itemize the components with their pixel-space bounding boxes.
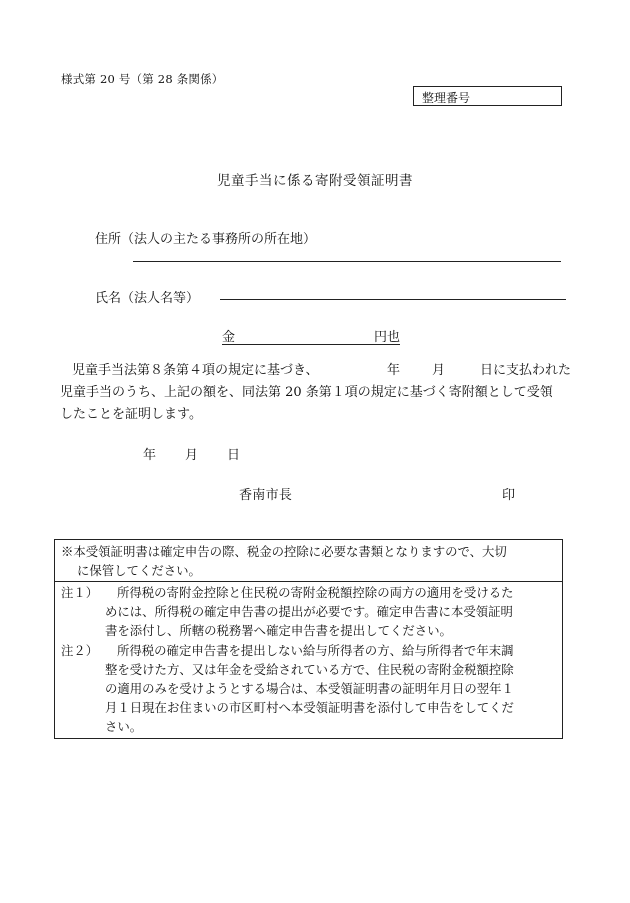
note-2-tag: 注２）: [61, 643, 99, 658]
reference-number-box: [413, 86, 562, 106]
paragraph-line-1: [60, 360, 572, 382]
address-line: [133, 261, 561, 262]
issue-day: 日: [227, 448, 241, 463]
note-1-line: 所得税の寄附金控除と住民税の寄附金税額控除の両方の適用を受けるた: [117, 585, 514, 600]
note-1-line: 書を添付し、所轄の税務署へ確定申告書を提出してください。: [105, 623, 452, 638]
note-2-line: さい。: [105, 719, 143, 734]
mayor-title: 香南市長: [239, 488, 293, 503]
paragraph-day-end: 日に支払われた: [480, 363, 572, 378]
name-line: [220, 299, 566, 300]
paragraph-month: 月: [432, 363, 446, 378]
address-label: 住所（法人の主たる事務所の所在地）: [95, 232, 317, 247]
issue-year: 年: [143, 448, 157, 463]
amount-prefix: 金: [222, 330, 236, 345]
important-note-line-1: ※本受領証明書は確定申告の際、税金の控除に必要な書類となりますので、大切: [61, 544, 507, 559]
note-1: [55, 583, 562, 640]
note-1-line: めには、所得税の確定申告書の提出が必要です。確定申告書に本受領証明: [105, 604, 513, 619]
note-1-tag: 注１）: [61, 585, 99, 600]
form-number: 様式第 20 号（第 28 条関係）: [61, 72, 224, 86]
paragraph-line-3: したことを証明します。: [60, 407, 202, 422]
note-2-line: 月１日現在お住まいの市区町村へ本受領証明書を添付して申告をしてくだ: [105, 700, 514, 715]
document-title: 児童手当に係る寄附受領証明書: [217, 173, 413, 189]
paragraph-year: 年: [387, 363, 401, 378]
certification-paragraph: [60, 360, 572, 426]
amount-field: [222, 326, 400, 345]
notes-box: [54, 539, 563, 739]
issue-month: 月: [185, 448, 199, 463]
note-2-line: の適用のみを受けようとする場合は、本受領証明書の証明年月日の翌年１: [105, 681, 514, 696]
important-note: [55, 540, 562, 582]
amount-suffix: 円也: [373, 330, 400, 345]
paragraph-line-1-start: 児童手当法第８条第４項の規定に基づき、: [72, 363, 319, 378]
note-2: [55, 641, 562, 736]
important-note-line-2: に保管してください。: [77, 563, 201, 578]
paragraph-line-2: 児童手当のうち、上記の額を、同法第 20 条第１項の規定に基づく寄附額として受領: [60, 385, 553, 400]
reference-number-label: 整理番号: [422, 91, 471, 105]
note-2-line: 所得税の確定申告書を提出しない給与所得者の方、給与所得者で年末調: [117, 643, 514, 658]
name-label: 氏名（法人名等）: [95, 291, 200, 306]
seal-mark: 印: [502, 488, 516, 503]
note-2-line: 整を受けた方、又は年金を受給されている方で、住民税の寄附金税額控除: [105, 662, 514, 677]
